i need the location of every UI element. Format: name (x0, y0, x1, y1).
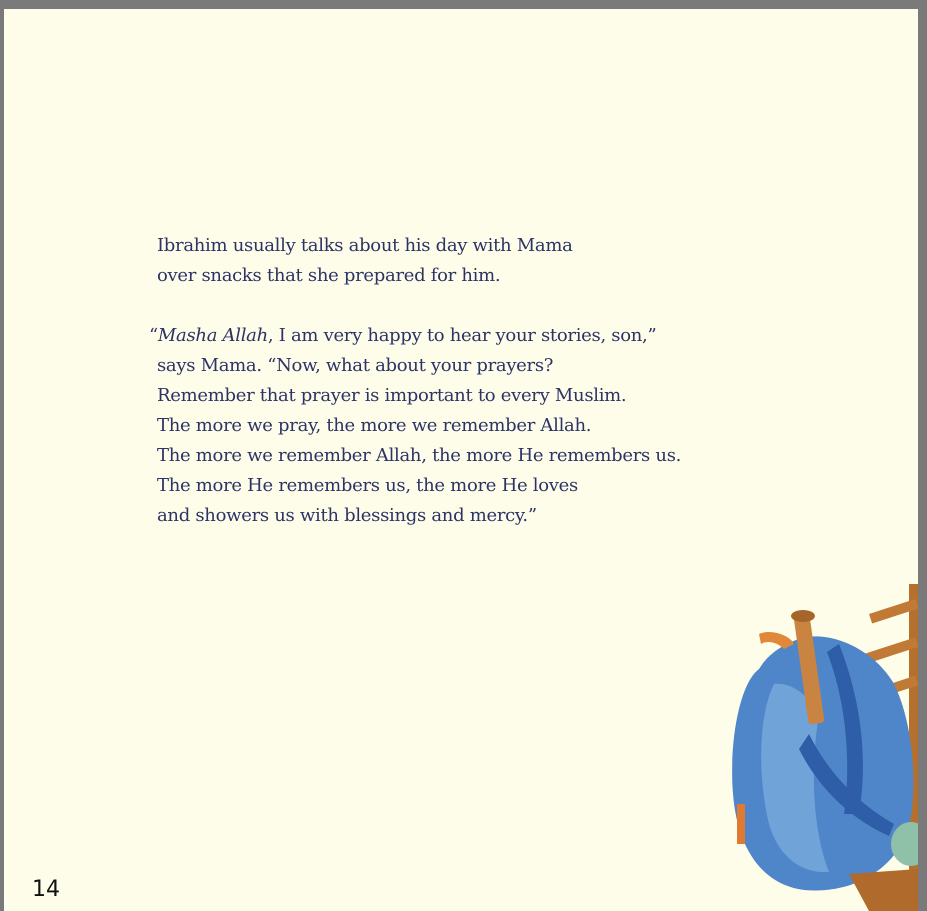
text-line (149, 321, 709, 351)
backpack-on-chair-illustration (719, 574, 918, 911)
story-text (149, 231, 709, 531)
text-line: The more He remembers us, the more He loves (157, 475, 578, 496)
paragraph-2 (149, 321, 709, 531)
page-number: 14 (32, 877, 60, 902)
text-line: Remember that prayer is important to every Muslim. (157, 385, 627, 406)
text-line: says Mama. “Now, what about your prayers? (157, 355, 554, 376)
text-line: Ibrahim usually talks about his day with Mama (157, 235, 573, 256)
paragraph-1 (149, 231, 709, 291)
open-quote: “ (149, 325, 158, 346)
text-line: The more we remember Allah, the more He remembers us. (157, 445, 682, 466)
post-top (791, 610, 815, 622)
masha-allah-phrase: Masha Allah (157, 325, 268, 346)
backpack-tag (759, 632, 794, 649)
chair-seat (849, 869, 918, 911)
text-line: and showers us with blessings and mercy.” (157, 505, 537, 526)
text-line: over snacks that she prepared for him. (157, 265, 501, 286)
text-fragment: , I am very happy to hear your stories, son,” (267, 325, 657, 346)
text-line: The more we pray, the more we remember Allah. (157, 415, 592, 436)
book-page (4, 9, 918, 911)
backpack-trim (737, 804, 745, 844)
